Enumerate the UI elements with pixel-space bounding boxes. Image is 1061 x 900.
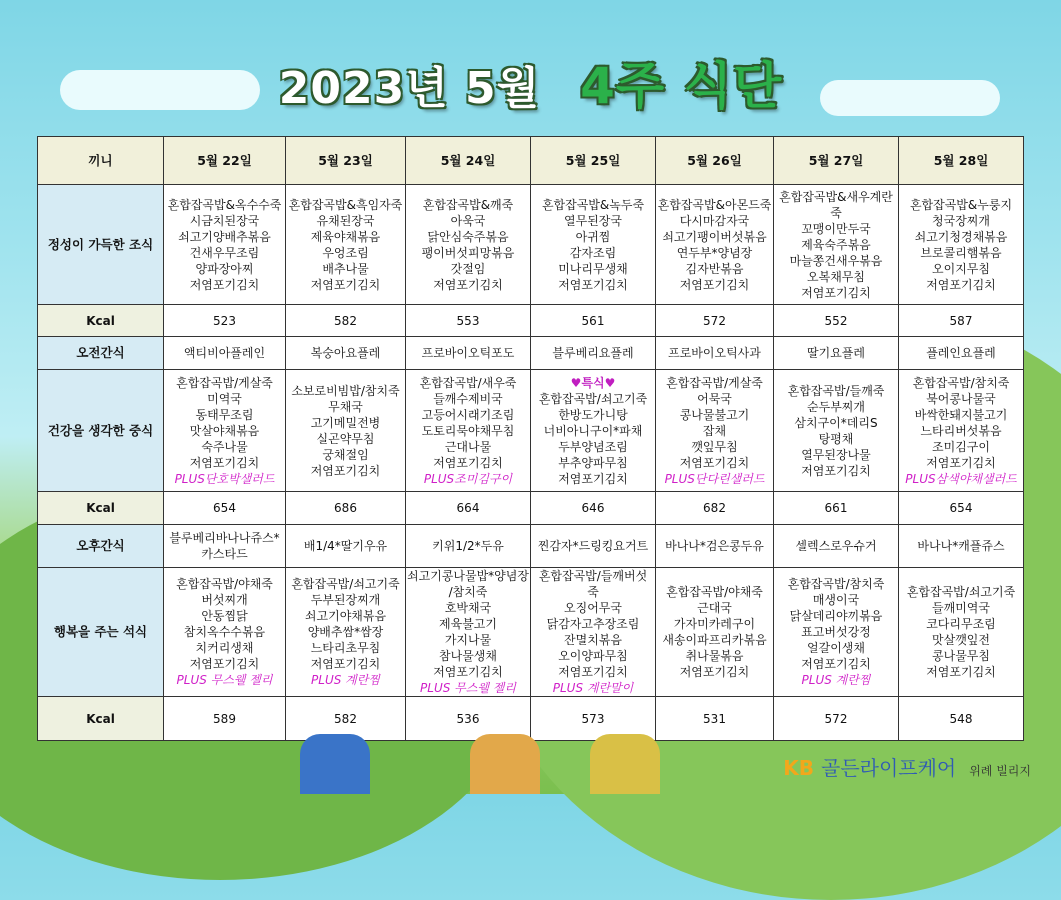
snack-cell: 액티비아플레인 <box>164 337 286 370</box>
menu-item: 저염포기김치 <box>558 471 628 486</box>
menu-item: 실곤약무침 <box>316 431 375 446</box>
snack-cell: 플레인요플레 <box>899 337 1024 370</box>
menu-item: 닭감자고추장조림 <box>546 617 640 631</box>
menu-item: 혼합잡곡밥/쇠고기죽 <box>906 585 1016 599</box>
snack-cell: 프로바이오틱포도 <box>406 337 531 370</box>
menu-item: 취나물볶음 <box>685 649 744 663</box>
menu-item: 무채국 <box>328 399 363 414</box>
brand-name: 골든라이프케어 <box>821 756 957 780</box>
menu-item: 아욱국 <box>450 213 486 228</box>
menu-item: 팽이버섯피망볶음 <box>421 245 515 260</box>
menu-item: 우엉조림 <box>322 245 369 260</box>
menu-item: 혼합잡곡밥/새우죽 <box>419 375 517 390</box>
menu-item: 동태무조림 <box>195 407 254 422</box>
menu-item: 혼합잡곡밥&녹두죽 <box>541 197 645 212</box>
menu-item: 혼합잡곡밥&새우계란 <box>779 189 893 204</box>
row-label: Kcal <box>38 305 164 337</box>
menu-item: 양파장아찌 <box>195 261 254 276</box>
menu-item: 혼합잡곡밥&흑임자죽 <box>288 197 403 212</box>
menu-cell <box>164 370 286 492</box>
menu-item: 오이지무침 <box>932 261 990 276</box>
menu-item: 혼합잡곡밥/게살죽 <box>176 375 273 390</box>
menu-item: 들깨미역국 <box>932 601 990 615</box>
snack-cell: 딸기요플레 <box>774 337 899 370</box>
column-header: 5월 22일 <box>164 137 286 185</box>
menu-item: 느타리초무침 <box>310 641 381 655</box>
row-label: 건강을 생각한 중식 <box>38 370 164 492</box>
menu-item: 저염포기김치 <box>679 455 750 470</box>
menu-item: 숙주나물 <box>201 439 248 454</box>
row-label: 정성이 가득한 조식 <box>38 185 164 305</box>
plus-item: PLUS조미김구이 <box>423 471 513 486</box>
menu-item: 오복채무침 <box>807 269 865 284</box>
am-snack-row <box>38 337 1024 370</box>
column-header: 끼니 <box>38 137 164 185</box>
plus-item: PLUS 계란말이 <box>552 681 634 695</box>
menu-item: 저염포기김치 <box>801 463 871 478</box>
menu-item: 제육숙주볶음 <box>801 237 871 252</box>
title-month: 2023년 5월 <box>278 63 541 114</box>
kcal-cell: 536 <box>406 697 531 741</box>
menu-item: 참치옥수수볶음 <box>183 625 266 639</box>
menu-item: 저염포기김치 <box>926 665 996 679</box>
kcal-cell: 553 <box>406 305 531 337</box>
kcal-cell: 572 <box>774 697 899 741</box>
menu-item: 얼갈이생채 <box>807 641 865 655</box>
snack-cell: 셀렉스로우슈거 <box>774 525 899 568</box>
menu-item: 저염포기김치 <box>926 455 996 470</box>
row-label: 오후간식 <box>38 525 164 568</box>
kcal-cell: 572 <box>656 305 774 337</box>
kcal-cell: 552 <box>774 305 899 337</box>
column-header: 5월 23일 <box>286 137 406 185</box>
menu-cell <box>164 568 286 697</box>
menu-cell <box>286 185 406 305</box>
menu-item: 저염포기김치 <box>189 277 260 292</box>
menu-item: 혼합잡곡밥&누룽지 <box>909 197 1013 212</box>
menu-item: 오징어무국 <box>564 601 622 615</box>
menu-item: 두부양념조림 <box>558 439 628 454</box>
brand-logo <box>783 752 1031 781</box>
menu-item: 혼합잡곡밥/게살죽 <box>666 375 763 390</box>
menu-cell <box>774 370 899 492</box>
kcal-cell: 686 <box>286 492 406 525</box>
menu-item: 혼합잡곡밥/야채죽 <box>176 577 273 591</box>
menu-item: 혼합잡곡밥/들깨버섯 <box>538 569 648 583</box>
illustration-shorts <box>300 734 370 794</box>
menu-cell <box>286 568 406 697</box>
row-label: 행복을 주는 석식 <box>38 568 164 697</box>
menu-item: 양배추쌈*쌈장 <box>307 625 384 639</box>
menu-cell <box>531 370 656 492</box>
menu-item: 코다리무조림 <box>926 617 996 631</box>
menu-item: 저염포기김치 <box>558 277 628 292</box>
menu-item: 닭살데리야끼볶음 <box>789 609 883 623</box>
plus-item: PLUS단호박샐러드 <box>174 471 275 486</box>
snack-cell: 블루베리바나나쥬스*카스타드 <box>164 525 286 568</box>
dinner-row <box>38 568 1024 697</box>
menu-item: 깻잎무침 <box>691 439 738 454</box>
kcal-cell: 531 <box>656 697 774 741</box>
menu-item: 미나리무생채 <box>558 261 628 276</box>
page-title <box>0 46 1061 118</box>
menu-item: 삼치구이*데리S <box>794 415 878 430</box>
menu-cell <box>531 185 656 305</box>
meal-table <box>37 136 1024 741</box>
menu-item: 저염포기김치 <box>189 455 260 470</box>
menu-cell <box>656 568 774 697</box>
menu-item: 다시마감자국 <box>679 213 750 228</box>
snack-cell: 블루베리요플레 <box>531 337 656 370</box>
title-week: 4주 식단 <box>580 57 783 115</box>
menu-cell <box>774 185 899 305</box>
kb-logo-text: KB <box>783 756 815 780</box>
menu-item: 시금치된장국 <box>189 213 260 228</box>
kcal-row <box>38 492 1024 525</box>
column-header: 5월 28일 <box>899 137 1024 185</box>
menu-item: 저염포기김치 <box>801 285 871 300</box>
menu-cell <box>286 370 406 492</box>
menu-item: 혼합잡곡밥/참치죽 <box>912 375 1010 390</box>
menu-item: 고등어시래기조림 <box>421 407 515 422</box>
menu-item: 가지나물 <box>444 633 492 647</box>
menu-cell <box>899 185 1024 305</box>
menu-item: /참치죽 <box>448 585 488 599</box>
menu-item: 혼합잡곡밥&깨죽 <box>422 197 514 212</box>
menu-item: 미역국 <box>207 391 242 406</box>
menu-item: 저염포기김치 <box>679 277 750 292</box>
kcal-cell: 654 <box>164 492 286 525</box>
menu-item: 열무된장나물 <box>801 447 871 462</box>
plus-item: PLUS 무스웰 젤리 <box>420 681 516 695</box>
menu-item: 잔멸치볶음 <box>564 633 622 647</box>
menu-item: 혼합잡곡밥&아몬드죽 <box>657 197 772 212</box>
menu-item: 저염포기김치 <box>189 657 260 671</box>
lunch-row <box>38 370 1024 492</box>
menu-item: 저염포기김치 <box>801 657 871 671</box>
menu-item: 저염포기김치 <box>433 277 503 292</box>
menu-cell <box>406 370 531 492</box>
menu-item: 맛살깻잎전 <box>932 633 990 647</box>
illustration-shorts <box>590 734 660 794</box>
menu-item: 고기메밀전병 <box>310 415 381 430</box>
menu-cell <box>406 568 531 697</box>
kcal-cell: 573 <box>531 697 656 741</box>
menu-item: 근대나물 <box>444 439 492 454</box>
menu-item: 느타리버섯볶음 <box>920 423 1002 438</box>
menu-item: 궁채절임 <box>322 447 369 462</box>
plus-item: PLUS 계란찜 <box>801 673 871 687</box>
kcal-cell: 654 <box>899 492 1024 525</box>
menu-item: 가자미카레구이 <box>673 617 756 631</box>
snack-cell: 프로바이오틱사과 <box>656 337 774 370</box>
kcal-cell: 548 <box>899 697 1024 741</box>
menu-item: 제육야채볶음 <box>310 229 381 244</box>
menu-item: 건새우무조림 <box>189 245 260 260</box>
menu-item: 쇠고기콩나물밥*양념장 <box>407 569 529 583</box>
menu-item: 제육불고기 <box>439 617 497 631</box>
kcal-cell: 582 <box>286 697 406 741</box>
menu-item: 혼합잡곡밥/쇠고기죽 <box>291 577 400 591</box>
menu-cell <box>531 568 656 697</box>
menu-item: 북어콩나물국 <box>926 391 996 406</box>
menu-item: 저염포기김치 <box>679 665 750 679</box>
menu-item: 꼬맹이만두국 <box>801 221 871 236</box>
snack-cell: 바나나*캐플쥬스 <box>899 525 1024 568</box>
menu-item: 참나물생채 <box>439 649 497 663</box>
header-row <box>38 137 1024 185</box>
kcal-cell: 682 <box>656 492 774 525</box>
menu-cell <box>899 370 1024 492</box>
menu-item: 바싹한돼지불고기 <box>914 407 1008 422</box>
menu-item: 저염포기김치 <box>310 463 381 478</box>
menu-item: 저염포기김치 <box>926 277 996 292</box>
menu-item: 탕평채 <box>818 431 854 446</box>
menu-item: 도토리묵야채무침 <box>421 423 515 438</box>
kcal-cell: 561 <box>531 305 656 337</box>
menu-cell <box>899 568 1024 697</box>
menu-item: 김자반볶음 <box>685 261 744 276</box>
kcal-cell: 523 <box>164 305 286 337</box>
special-meal-badge: ♥특식♥ <box>570 375 616 390</box>
kcal-cell: 587 <box>899 305 1024 337</box>
column-header: 5월 25일 <box>531 137 656 185</box>
menu-item: 유채된장국 <box>316 213 375 228</box>
menu-item: 잡채 <box>702 423 727 438</box>
row-label: Kcal <box>38 492 164 525</box>
menu-item: 너비아니구이*파채 <box>543 423 643 438</box>
snack-cell: 복숭아요플레 <box>286 337 406 370</box>
menu-cell <box>656 370 774 492</box>
menu-item: 근대국 <box>697 601 732 615</box>
snack-cell: 찐감자*드링킹요거트 <box>531 525 656 568</box>
menu-item: 마늘쫑건새우볶음 <box>789 253 883 268</box>
menu-item: 쇠고기청경채볶음 <box>914 229 1008 244</box>
menu-item: 저염포기김치 <box>433 455 503 470</box>
menu-item: 저염포기김치 <box>310 277 381 292</box>
menu-item: 배추나물 <box>322 261 369 276</box>
menu-item: 새송이파프리카볶음 <box>662 633 767 647</box>
menu-item: 콩나물불고기 <box>679 407 750 422</box>
kcal-cell: 589 <box>164 697 286 741</box>
kcal-cell: 661 <box>774 492 899 525</box>
brand-location: 위례 빌리지 <box>969 764 1031 778</box>
menu-item: 감자조림 <box>569 245 617 260</box>
menu-item: 저염포기김치 <box>433 665 503 679</box>
menu-item: 청국장찌개 <box>932 213 990 228</box>
menu-item: 혼합잡곡밥/쇠고기죽 <box>538 391 648 406</box>
plus-item: PLUS삼색야채샐러드 <box>905 471 1017 486</box>
menu-cell <box>406 185 531 305</box>
menu-item: 콩나물무침 <box>932 649 990 663</box>
menu-item: 열무된장국 <box>564 213 622 228</box>
row-label: Kcal <box>38 697 164 741</box>
menu-item: 저염포기김치 <box>558 665 628 679</box>
menu-item: 저염포기김치 <box>310 657 381 671</box>
menu-cell <box>164 185 286 305</box>
illustration-shorts <box>470 734 540 794</box>
kcal-row <box>38 305 1024 337</box>
menu-item: 맛살야채볶음 <box>189 423 260 438</box>
menu-item: 조미김구이 <box>932 439 990 454</box>
plus-item: PLUS 계란찜 <box>311 673 380 687</box>
menu-item: 두부된장찌개 <box>310 593 381 607</box>
menu-item: 연두부*양념장 <box>676 245 753 260</box>
menu-cell <box>656 185 774 305</box>
plus-item: PLUS단다린샐러드 <box>664 471 765 486</box>
menu-item: 소보로비빔밥/참치죽 <box>291 383 400 398</box>
menu-item: 브로콜리햄볶음 <box>920 245 1002 260</box>
menu-item: 순두부찌개 <box>807 399 865 414</box>
menu-item: 갓절임 <box>450 261 486 276</box>
row-label: 오전간식 <box>38 337 164 370</box>
menu-item: 안동찜닭 <box>201 609 248 623</box>
snack-cell: 바나나*검은콩두유 <box>656 525 774 568</box>
menu-item: 쇠고기팽이버섯볶음 <box>662 229 767 244</box>
kcal-cell: 646 <box>531 492 656 525</box>
menu-item: 혼합잡곡밥/참치죽 <box>787 577 885 591</box>
menu-item: 치커리생채 <box>195 641 254 655</box>
menu-item: 혼합잡곡밥/들깨죽 <box>787 383 885 398</box>
menu-item: 호박채국 <box>444 601 492 615</box>
menu-item: 들깨수제비국 <box>433 391 503 406</box>
pm-snack-row <box>38 525 1024 568</box>
menu-item: 어묵국 <box>697 391 732 406</box>
menu-item: 매생이국 <box>812 593 860 607</box>
menu-item: 부추양파무침 <box>558 455 628 470</box>
menu-item: 표고버섯강정 <box>801 625 871 639</box>
kcal-cell: 664 <box>406 492 531 525</box>
kcal-row <box>38 697 1024 741</box>
menu-cell <box>774 568 899 697</box>
breakfast-row <box>38 185 1024 305</box>
column-header: 5월 24일 <box>406 137 531 185</box>
menu-item: 죽 <box>587 585 599 599</box>
menu-item: 닭안심숙주볶음 <box>427 229 509 244</box>
snack-cell: 키위1/2*두유 <box>406 525 531 568</box>
plus-item: PLUS 무스웰 젤리 <box>176 673 273 687</box>
column-header: 5월 26일 <box>656 137 774 185</box>
column-header: 5월 27일 <box>774 137 899 185</box>
menu-item: 한방도가니탕 <box>558 407 628 422</box>
menu-item: 쇠고기양배추볶음 <box>178 229 271 244</box>
menu-item: 혼합잡곡밥/야채죽 <box>666 585 763 599</box>
menu-item: 아귀찜 <box>575 229 611 244</box>
snack-cell: 배1/4*딸기우유 <box>286 525 406 568</box>
menu-item: 쇠고기야채볶음 <box>304 609 387 623</box>
kcal-cell: 582 <box>286 305 406 337</box>
menu-item: 혼합잡곡밥&옥수수죽 <box>167 197 282 212</box>
menu-item: 오이양파무침 <box>558 649 628 663</box>
menu-item: 버섯찌개 <box>201 593 248 607</box>
menu-item: 죽 <box>830 205 842 220</box>
